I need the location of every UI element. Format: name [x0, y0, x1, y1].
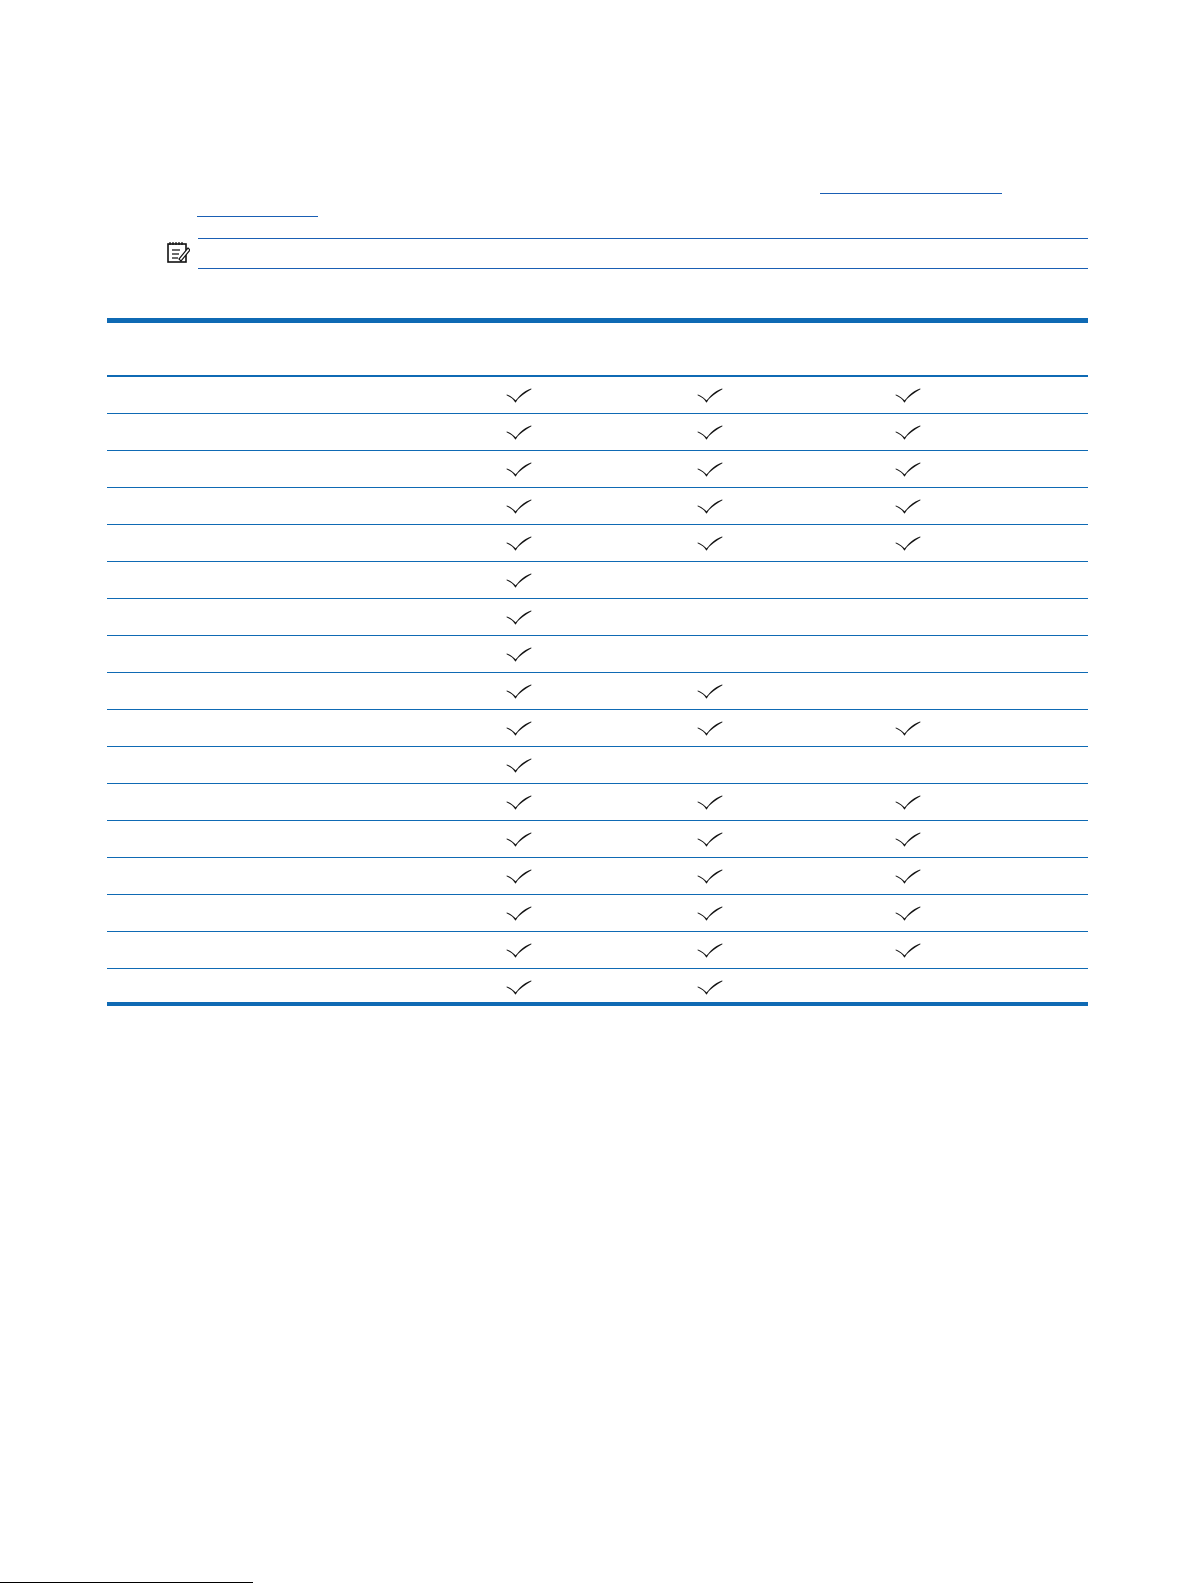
compatibility-table — [107, 318, 1088, 1006]
note-top-rule — [198, 238, 1088, 239]
table-row — [107, 377, 1088, 414]
check-mark-icon — [895, 536, 921, 551]
check-mark-icon — [506, 536, 532, 551]
check-mark-icon — [506, 573, 532, 588]
check-mark-icon — [506, 980, 532, 995]
check-mark-icon — [697, 795, 723, 810]
check-mark-icon — [895, 425, 921, 440]
check-mark-icon — [895, 869, 921, 884]
check-mark-icon — [506, 943, 532, 958]
check-mark-icon — [697, 684, 723, 699]
check-mark-icon — [506, 684, 532, 699]
check-mark-icon — [895, 906, 921, 921]
check-mark-icon — [506, 462, 532, 477]
check-mark-icon — [895, 499, 921, 514]
hyperlink-underline-continued[interactable] — [197, 216, 318, 217]
table-row — [107, 932, 1088, 969]
table-header — [107, 318, 1088, 377]
check-mark-icon — [697, 425, 723, 440]
check-mark-icon — [697, 536, 723, 551]
check-mark-icon — [506, 832, 532, 847]
check-mark-icon — [506, 388, 532, 403]
check-mark-icon — [895, 943, 921, 958]
check-mark-icon — [506, 610, 532, 625]
table-row — [107, 784, 1088, 821]
note-icon — [166, 240, 190, 264]
table-row — [107, 562, 1088, 599]
table-row — [107, 821, 1088, 858]
table-row — [107, 969, 1088, 1006]
check-mark-icon — [697, 943, 723, 958]
check-mark-icon — [506, 869, 532, 884]
note-bottom-rule — [198, 268, 1088, 269]
check-mark-icon — [895, 795, 921, 810]
check-mark-icon — [697, 462, 723, 477]
table-row — [107, 895, 1088, 932]
check-mark-icon — [895, 832, 921, 847]
check-mark-icon — [506, 647, 532, 662]
check-mark-icon — [697, 499, 723, 514]
footer-rule — [0, 1582, 253, 1583]
check-mark-icon — [697, 906, 723, 921]
table-row — [107, 858, 1088, 895]
check-mark-icon — [697, 980, 723, 995]
check-mark-icon — [506, 795, 532, 810]
check-mark-icon — [506, 906, 532, 921]
check-mark-icon — [895, 462, 921, 477]
check-mark-icon — [506, 721, 532, 736]
check-mark-icon — [895, 388, 921, 403]
check-mark-icon — [697, 721, 723, 736]
table-row — [107, 488, 1088, 525]
hyperlink-underline[interactable] — [820, 193, 1002, 194]
check-mark-icon — [895, 721, 921, 736]
table-row — [107, 414, 1088, 451]
table-row — [107, 673, 1088, 710]
check-mark-icon — [697, 869, 723, 884]
check-mark-icon — [506, 425, 532, 440]
check-mark-icon — [506, 758, 532, 773]
table-row — [107, 710, 1088, 747]
check-mark-icon — [697, 832, 723, 847]
table-row — [107, 599, 1088, 636]
check-mark-icon — [506, 499, 532, 514]
check-mark-icon — [697, 388, 723, 403]
table-row — [107, 451, 1088, 488]
table-row — [107, 636, 1088, 673]
table-body — [107, 377, 1088, 1006]
table-row — [107, 747, 1088, 784]
table-row — [107, 525, 1088, 562]
